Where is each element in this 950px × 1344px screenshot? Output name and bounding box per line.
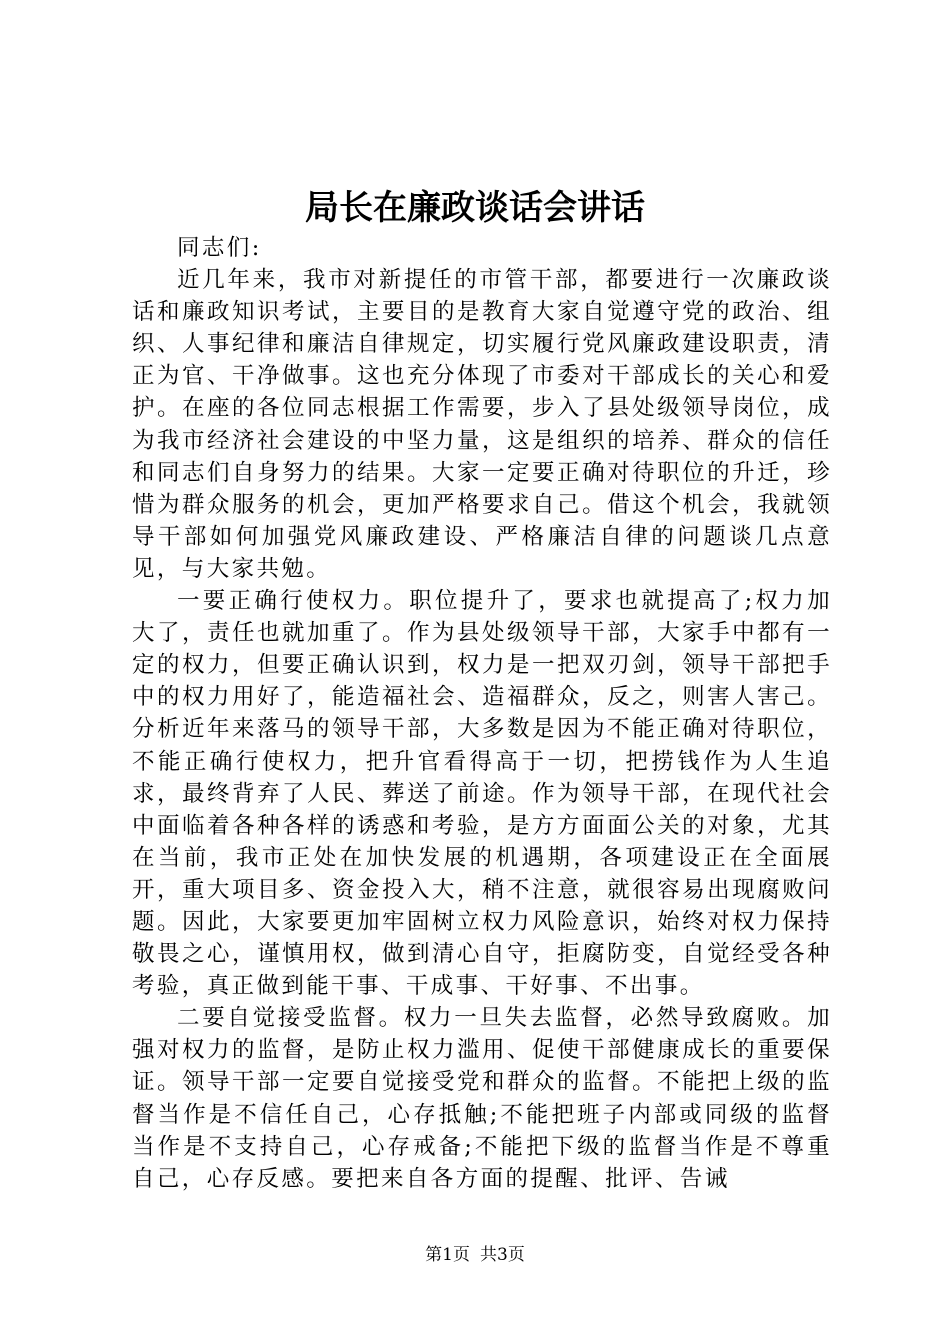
page-footer — [0, 1244, 950, 1266]
document-title: 局长在廉政谈话会讲话 — [305, 188, 645, 228]
document-body — [132, 232, 832, 1195]
page-total: 共3页 — [480, 1245, 525, 1265]
page-number: 第1页 — [425, 1245, 470, 1265]
paragraph-point-one: 一要正确行使权力。职位提升了，要求也就提高了;权力加大了，责任也就加重了。作为县处级领导干部，大家手中都有一定的权力，但要正确认识到，权力是一把双刃剑，领导干部把手中的权力用好了，能造福社会、造福群众，反之，则害人害己。分析近年来落马的领导干部，大多数是因为不能正确对待职位，不能正确行使权力，把升官看得高于一切，把捞钱作为人生追求，最终背弃了人民、葬送了前途。作为领导干部，在现代社会中面临着各种各样的诱惑和考验，是方方面面公关的对象，尤其在当前，我市正处在加快发展的机遇期，各项建设正在全面展开，重大项目多、资金投入大，稍不注意，就很容易出现腐败问题。因此，大家要更加牢固树立权力风险意识，始终对权力保持敬畏之心，谨慎用权，做到清心自守，拒腐防变，自觉经受各种考验，真正做到能干事、干成事、干好事、不出事。 — [132, 588, 832, 1000]
paragraph-point-two: 二要自觉接受监督。权力一旦失去监督，必然导致腐败。加强对权力的监督，是防止权力滥用、促使干部健康成长的重要保证。领导干部一定要自觉接受党和群众的监督。不能把上级的监督当作是不信任自己，心存抵触;不能把班子内部或同级的监督当作是不支持自己，心存戒备;不能把下级的监督当作是不尊重自己，心存反感。要把来自各方面的提醒、批评、告诫 — [132, 1005, 832, 1192]
paragraph-intro: 近几年来，我市对新提任的市管干部，都要进行一次廉政谈话和廉政知识考试，主要目的是教育大家自觉遵守党的政治、组织、人事纪律和廉洁自律规定，切实履行党风廉政建设职责，清正为官、干净做事。这也充分体现了市委对干部成长的关心和爱护。在座的各位同志根据工作需要，步入了县处级领导岗位，成为我市经济社会建设的中坚力量，这是组织的培养、群众的信任和同志们自身努力的结果。大家一定要正确对待职位的升迁，珍惜为群众服务的机会，更加严格要求自己。借这个机会，我就领导干部如何加强党风廉政建设、严格廉洁自律的问题谈几点意见，与大家共勉。 — [132, 267, 832, 582]
salutation: 同志们: — [177, 235, 262, 261]
